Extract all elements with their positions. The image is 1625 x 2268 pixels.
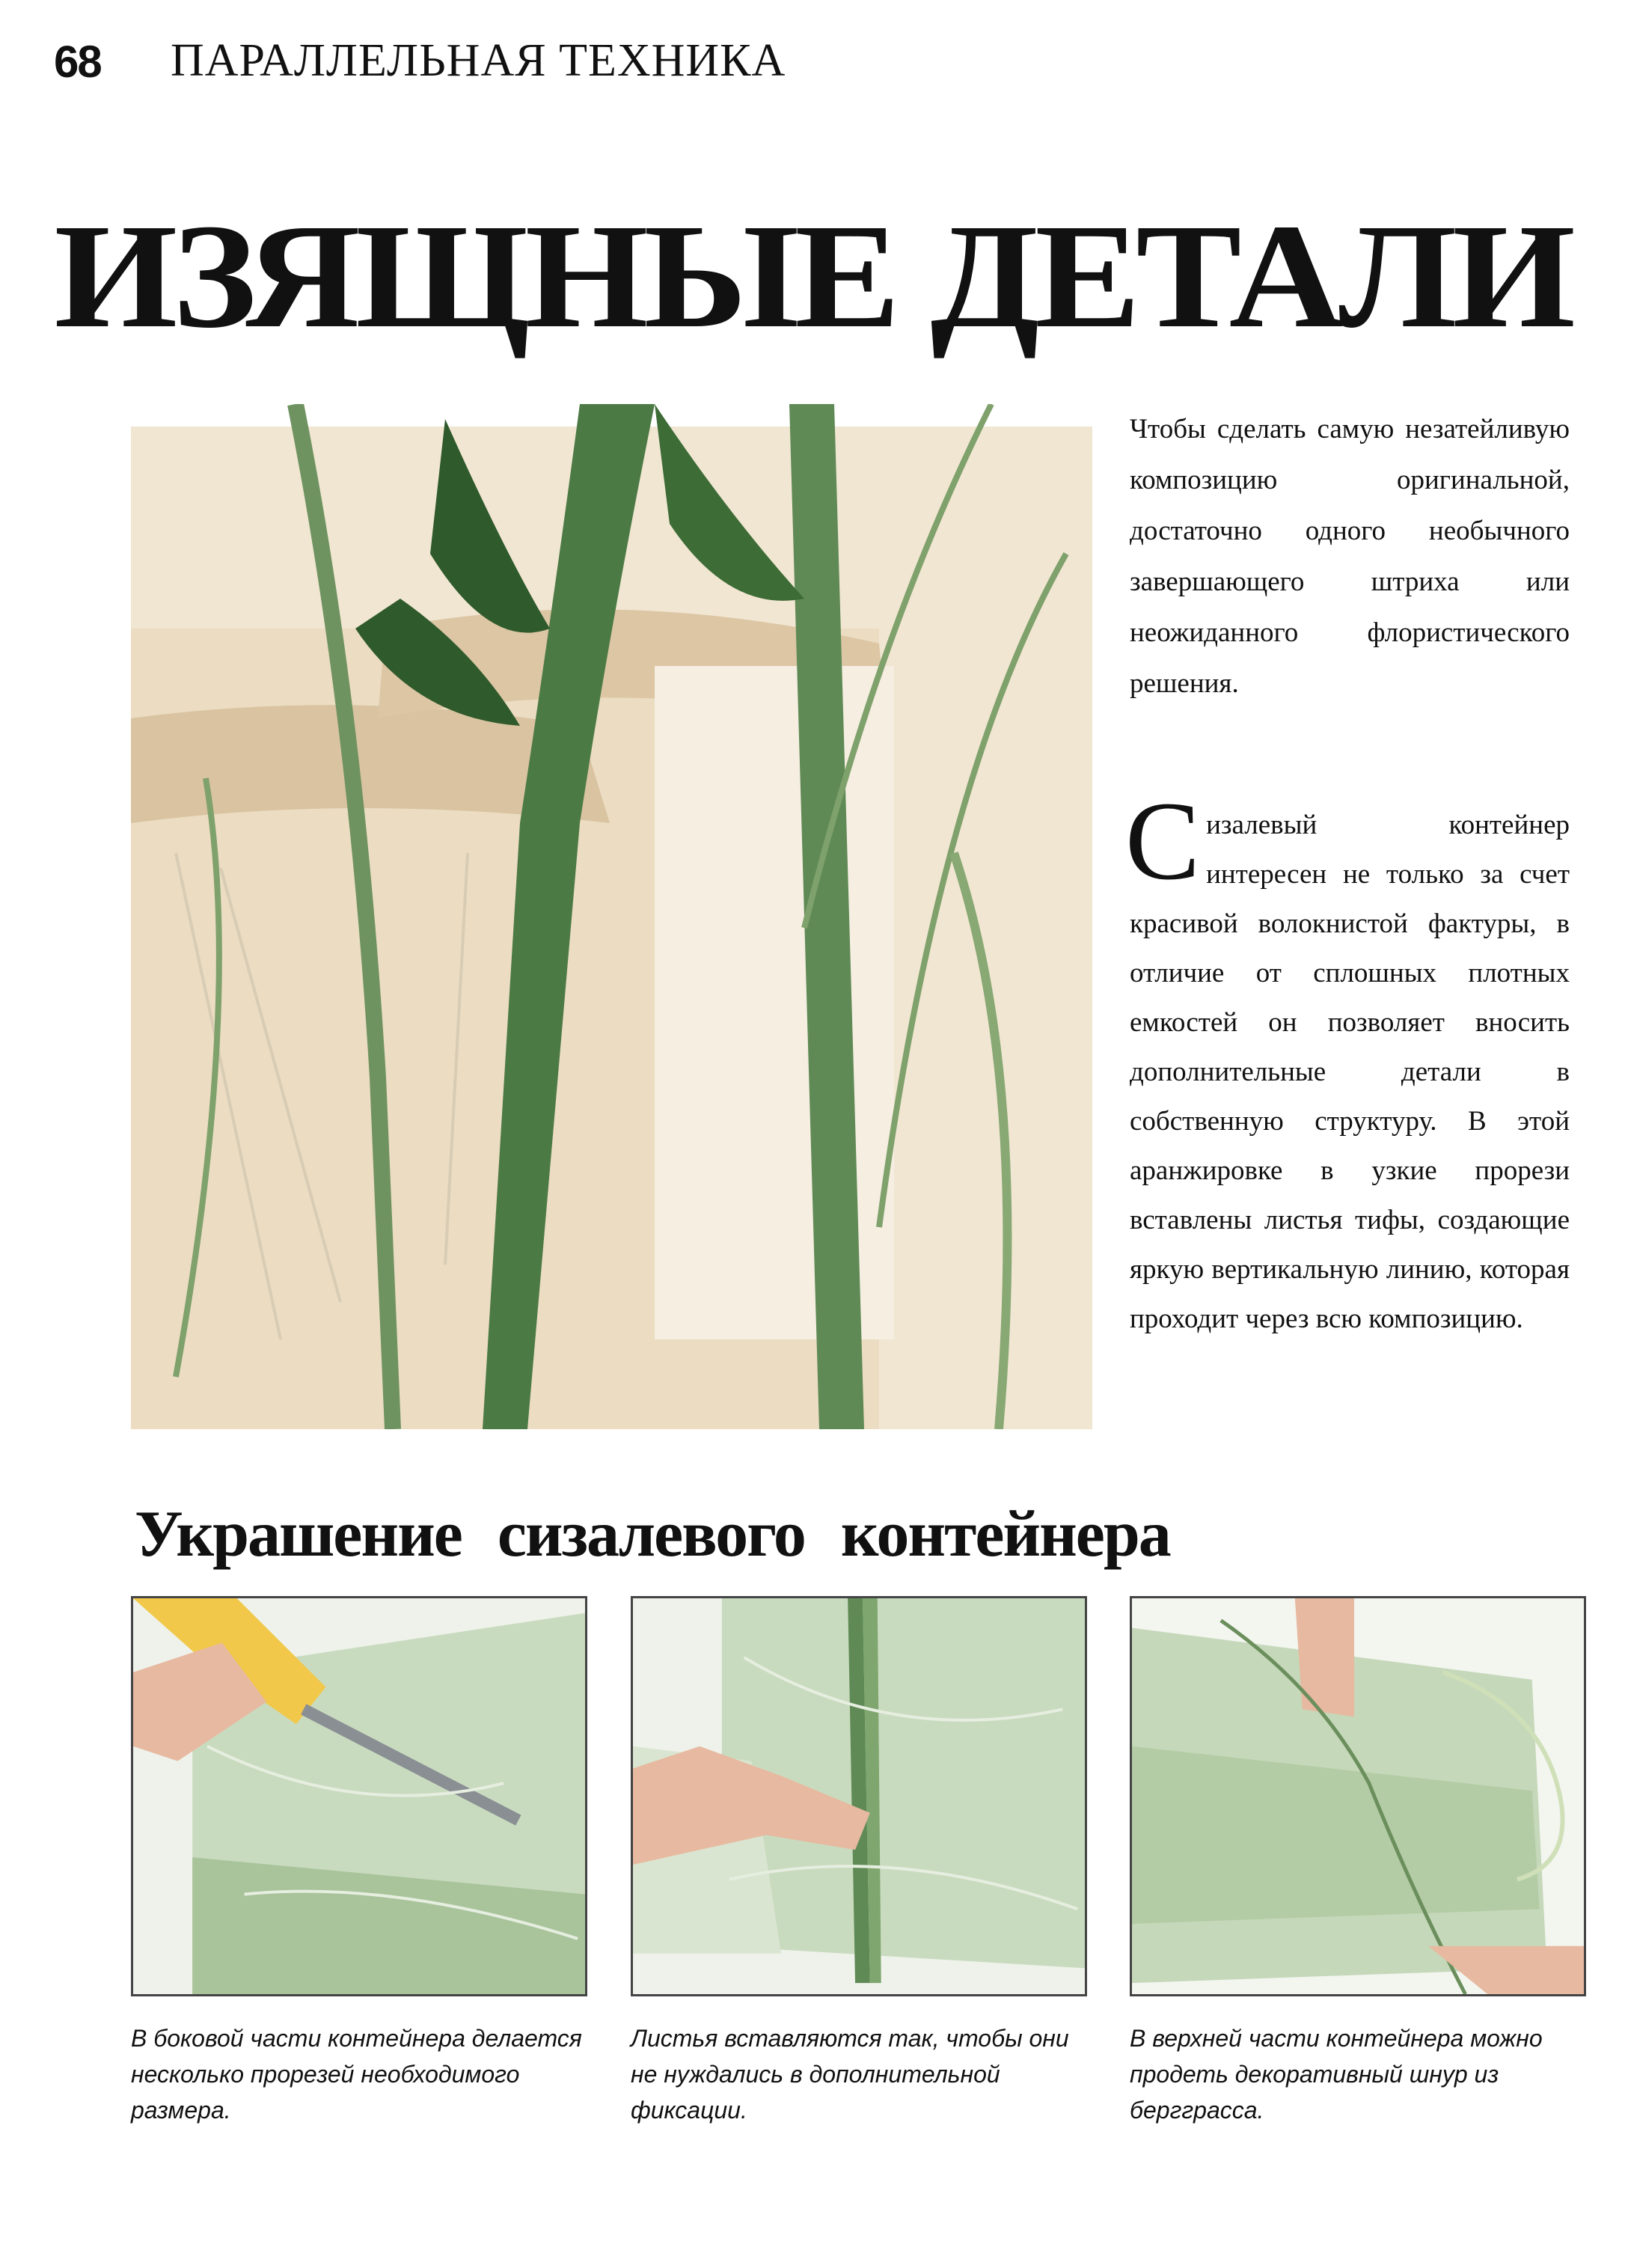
step-2-caption: Листья вставляются так, чтобы они не нуждались в дополнительной фиксации. <box>631 2025 1069 2124</box>
step-3-caption: В верхней части контейнера можно продеть декоративный шнур из бергграсса. <box>1130 2025 1543 2124</box>
step-3-photo <box>1130 1596 1586 1996</box>
inserting-leaves-image <box>633 1598 1085 1994</box>
threading-cord-image <box>1132 1598 1584 1994</box>
step-1-caption: В боковой части контейнера делается несколько прорезей необходимого размера. <box>131 2025 582 2124</box>
step-1-photo <box>131 1596 587 1996</box>
page-number: 68 <box>54 37 101 87</box>
body-text: изалевый контейнер интересен не только за счет красивой волокнистой фактуры, в отличие от сплошных плотных емкостей он позволяет вносить дополнительные детали в собственную структуру. В этой аранжировке в узкие прорези вставлены листья тифы, создающие яркую вертикальную линию, которая проходит через всю композицию. <box>1130 810 1570 1334</box>
cutting-slits-image <box>133 1598 585 1994</box>
drop-cap: С <box>1125 779 1201 903</box>
step-2-photo <box>631 1596 1087 1996</box>
sisal-container-arrangement-image <box>131 404 1092 1429</box>
subheading: Украшение сизалевого контейнера <box>135 1498 1170 1571</box>
section-title: ПАРАЛЛЕЛЬНАЯ ТЕХНИКА <box>171 35 786 86</box>
intro-paragraph: Чтобы сделать самую незатейливую композицию оригинальной, достаточно одного необычного завершающего штриха или неожиданного флористического решения. <box>1130 414 1570 699</box>
page-title: ИЗЯЩНЫЕ ДЕТАЛИ <box>54 194 1571 359</box>
main-photo <box>131 404 1092 1429</box>
body-paragraph <box>1125 779 1570 1344</box>
